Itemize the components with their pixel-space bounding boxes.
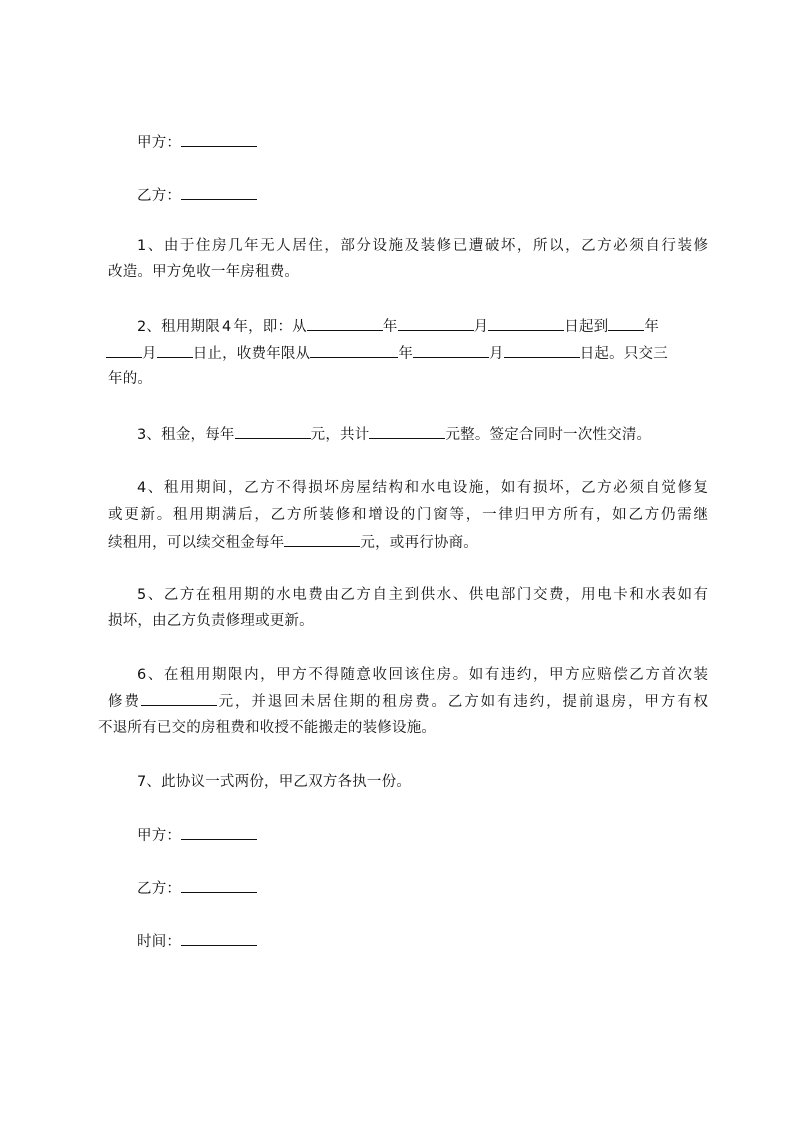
clause-6-line-2 [108, 691, 708, 712]
clause-2-line-2 [106, 343, 668, 364]
party-b-blank [181, 185, 257, 200]
clause-2-prefix: 2、租用期限 [137, 319, 220, 335]
year-label: 年 [382, 319, 398, 335]
year-label: 年 [644, 319, 660, 335]
footer-time-label: 时间： [137, 934, 182, 950]
clause-3-suffix: 元整。签定合同时一次性交清。 [445, 427, 652, 443]
day-from-label: 日起到 [564, 319, 609, 335]
blank [608, 316, 644, 331]
clause-3-line-1 [137, 424, 651, 445]
clause-2-line-3: 年的。 [108, 371, 153, 387]
blank [157, 343, 193, 358]
blank [141, 691, 217, 706]
header-party-b [137, 185, 257, 206]
clause-6-line-2-suffix: 元，并退回未居住期的租房费。乙方如有违约，提前退房，甲方有权 [216, 694, 708, 710]
month-label: 月 [142, 346, 157, 362]
blank [106, 343, 142, 358]
blank [307, 316, 383, 331]
month-label: 月 [473, 319, 489, 335]
day-start-label: 日起。只交三 [579, 346, 668, 362]
footer-time-blank [181, 931, 257, 946]
clause-2-mid: 年，即：从 [233, 319, 307, 335]
clause-4-line-3-suffix: 元，或再行协商。 [360, 535, 479, 551]
clause-6-line-1: 6、在租用期限内，甲方不得随意收回该住房。如有违约，甲方应赔偿乙方首次装 [137, 667, 708, 683]
blank [504, 343, 580, 358]
footer-time [137, 931, 257, 952]
clause-4-line-3 [108, 532, 478, 553]
clause-2-line-1 [137, 316, 659, 337]
clause-7-line-1: 7、此协议一式两份，甲乙双方各执一份。 [137, 774, 412, 790]
footer-party-b-blank [181, 878, 257, 893]
blank [413, 343, 489, 358]
blank [369, 424, 445, 439]
clause-5-line-2: 损坏，由乙方负责修理或更新。 [108, 613, 314, 629]
month-label: 月 [489, 346, 504, 362]
footer-party-a-label: 甲方： [137, 828, 182, 844]
footer-party-b [137, 878, 257, 899]
footer-party-a [137, 825, 257, 846]
day-until-label: 日止，收费年限从 [192, 346, 311, 362]
clause-3-prefix: 3、租金，每年 [137, 427, 235, 443]
clause-1-line-1: 1、由于住房几年无人居住，部分设施及装修已遭破坏，所以，乙方必须自行装修 [137, 238, 708, 254]
clause-4-line-2: 或更新。租用期满后，乙方所装修和增设的门窗等，一律归甲方所有，如乙方仍需继 [108, 507, 708, 523]
clause-5-line-1: 5、乙方在租用期的水电费由乙方自主到供水、供电部门交费，用电卡和水表如有 [137, 587, 708, 603]
party-b-label: 乙方： [137, 188, 182, 204]
blank [235, 424, 311, 439]
year-label: 年 [398, 346, 414, 362]
clause-6-line-3: 不退所有已交的房租费和收授不能搬走的装修设施。 [98, 720, 437, 736]
blank [310, 343, 398, 358]
header-party-a [137, 132, 257, 153]
party-a-blank [181, 132, 257, 147]
clause-6-line-2-prefix: 修费 [108, 694, 141, 710]
clause-2-years: 4 [221, 319, 232, 335]
clause-4-line-3-prefix: 续租用，可以续交租金每年 [108, 535, 285, 551]
footer-party-a-blank [181, 825, 257, 840]
clause-1-line-2: 改造。甲方免收一年房租费。 [108, 264, 300, 280]
blank [488, 316, 564, 331]
party-a-label: 甲方： [137, 135, 182, 151]
blank [284, 532, 360, 547]
clause-4-line-1: 4、租用期间，乙方不得损坏房屋结构和水电设施，如有损坏，乙方必须自觉修复 [137, 480, 708, 496]
blank [398, 316, 474, 331]
clause-3-mid: 元，共计 [310, 427, 370, 443]
footer-party-b-label: 乙方： [137, 881, 182, 897]
